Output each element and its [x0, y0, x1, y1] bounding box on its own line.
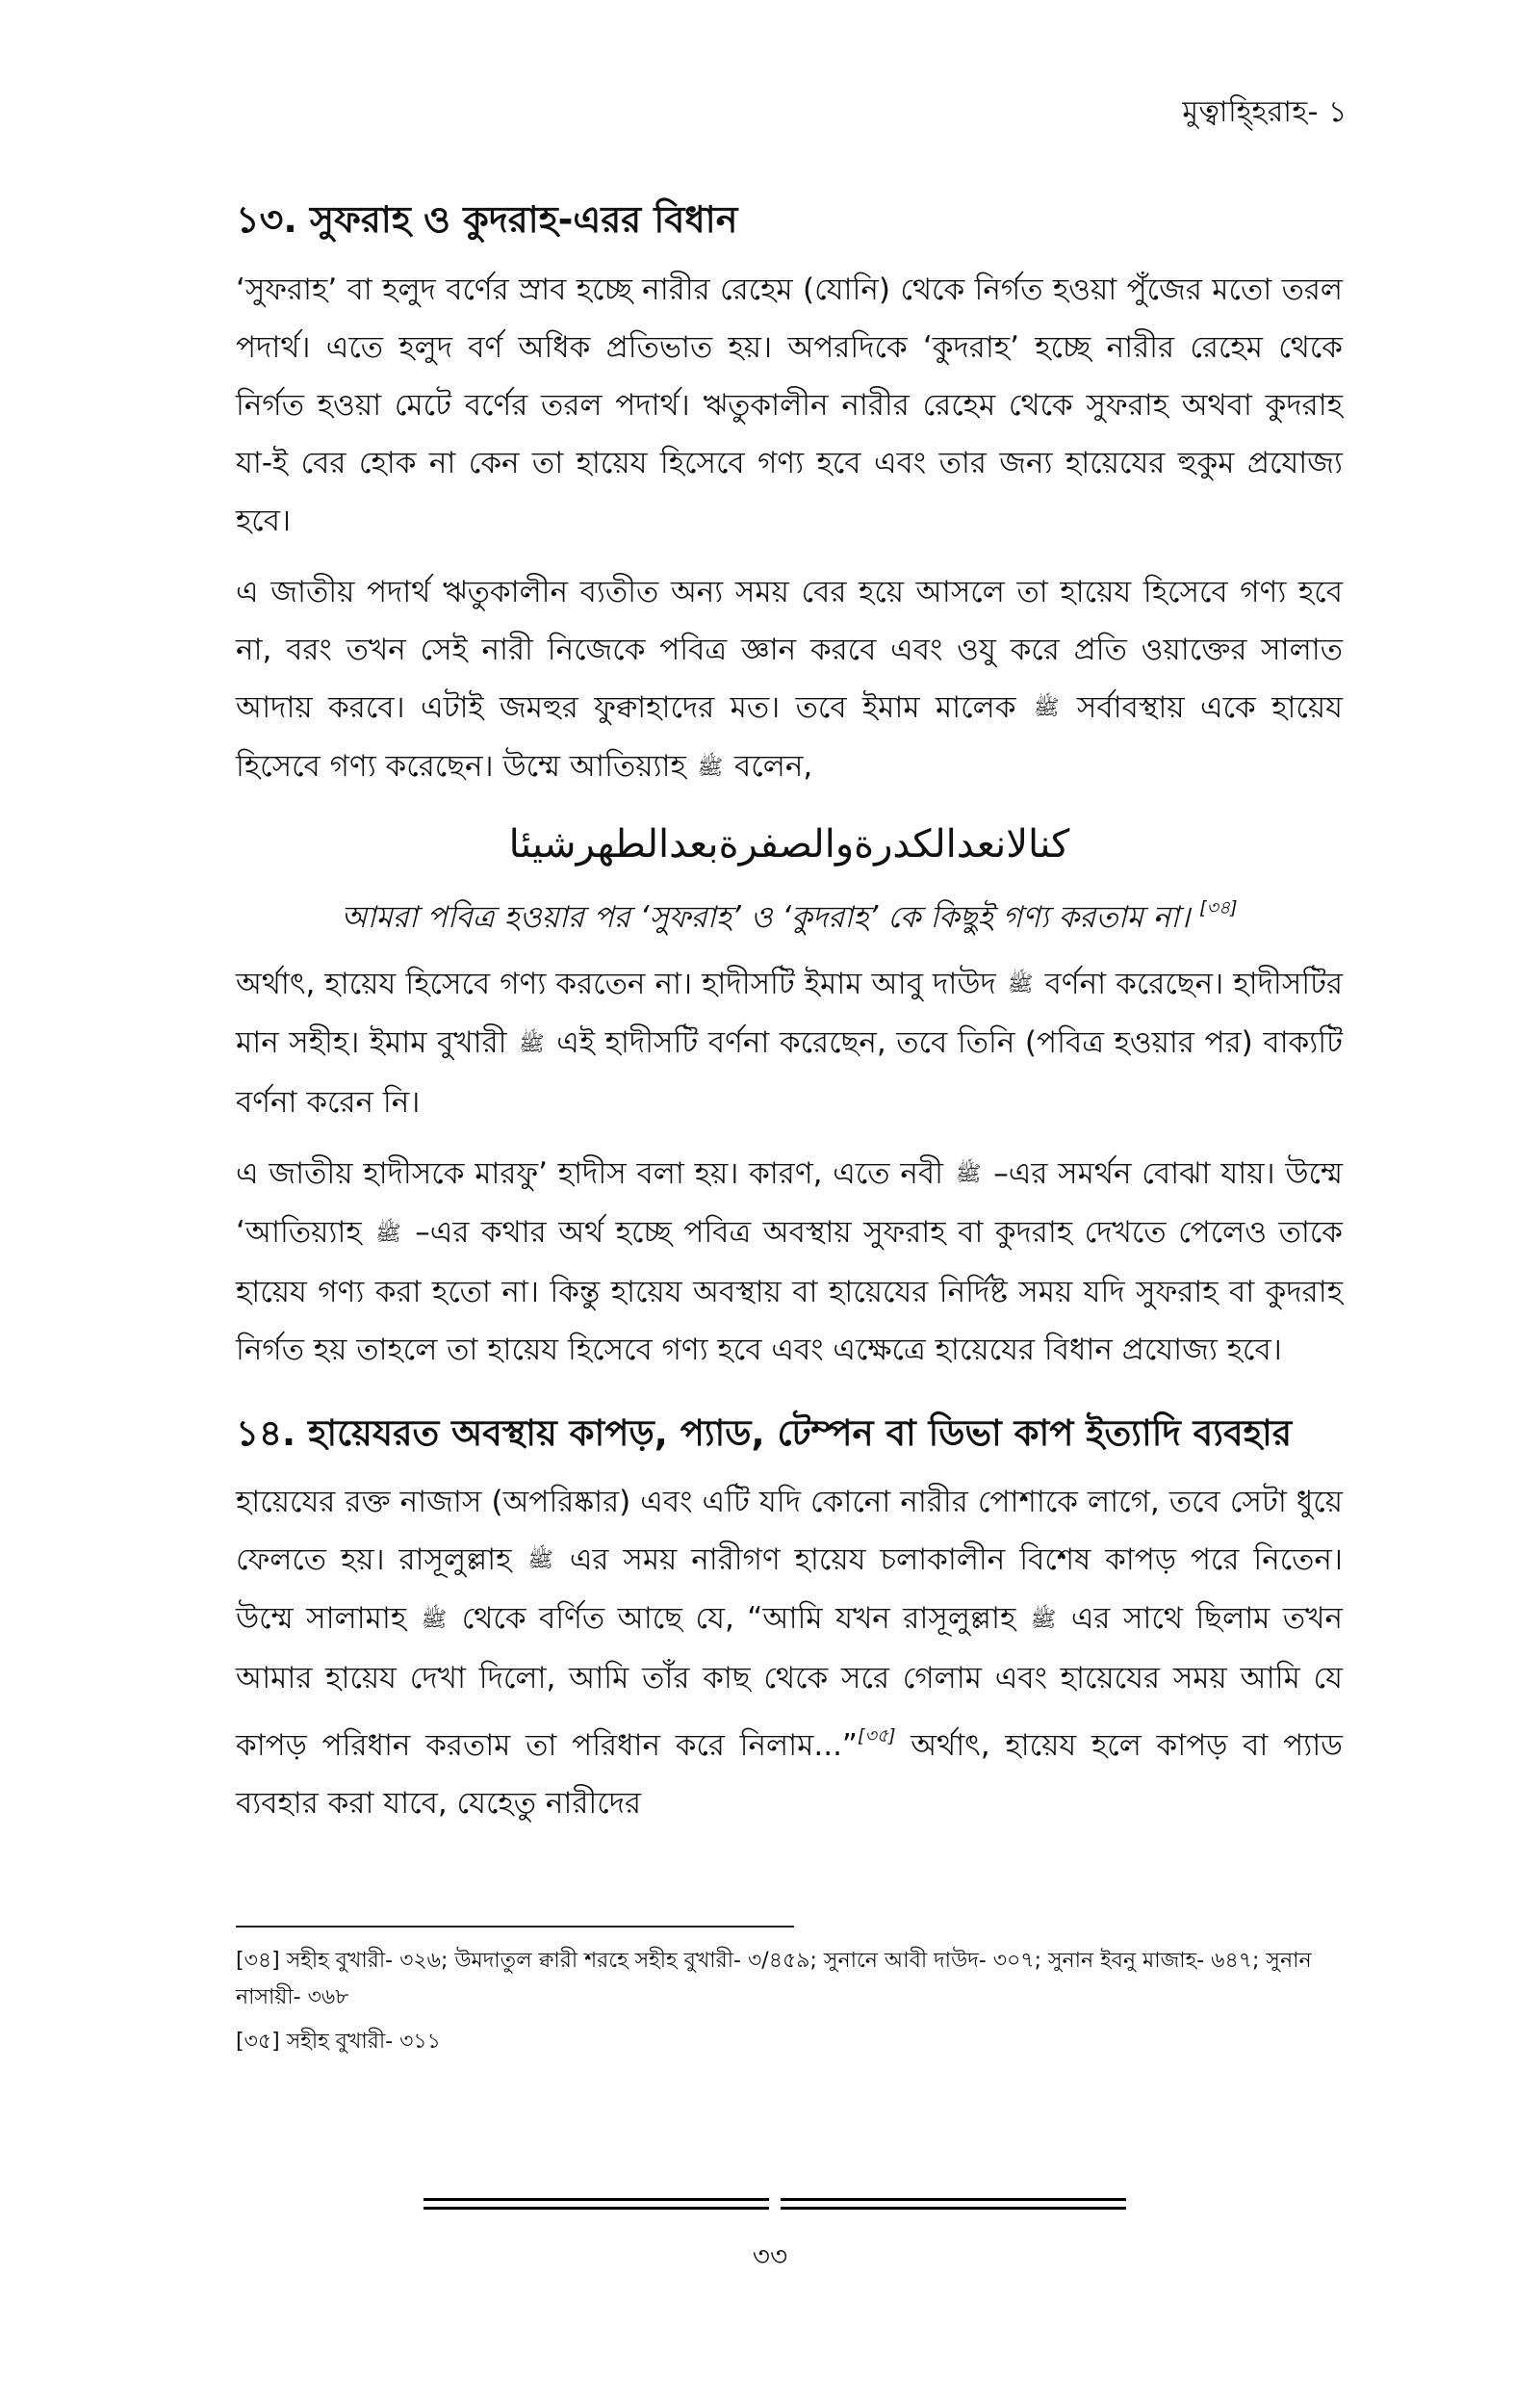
paragraph-text: এর সময় নারীগণ হায়েয চলাকালীন বিশেষ কাপড় পরে নিতেন। উম্মে সালামাহ — [236, 1541, 1343, 1637]
radiyallahu-icon: ﷺ — [421, 1607, 448, 1632]
paragraph-text: থেকে বর্ণিত আছে যে, “আমি যখন রাসূলুল্লাহ — [461, 1601, 1016, 1637]
page-number: ৩৩ — [752, 2240, 788, 2272]
section-13-paragraph-2 — [236, 563, 1343, 797]
sallallahu-icon: ﷺ — [955, 1162, 982, 1186]
arabic-hadith-quote: كنالانعدالكدرةوالصفرةبعدالطهرشيئا — [508, 821, 1070, 867]
section-13-paragraph-3 — [236, 955, 1343, 1131]
radiyallahu-icon: ﷺ — [375, 1221, 401, 1246]
paragraph-text: হায়েযের রক্ত নাজাস (অপরিষ্কার) এবং এটি যদি কোনো নারীর পোশাকে লাগে, তবে সেটা ধুয়ে ফেলতে হয়। রাসূলুল্লাহ — [236, 1484, 1343, 1577]
page-content — [236, 197, 1343, 1846]
paragraph-text: বলেন, — [734, 749, 813, 784]
footnote-34: [৩৪] সহীহ বুখারী- ৩২৬; উমদাতুল ক্বারী শরহে সহীহ বুখারী- ৩/৪৫৯; সুনানে আবী দাউদ- ৩০৭; সুনান ইবনু মাজাহ- ৬৪৭; সুনান নাসায়ী- ৩৬৮ — [236, 1949, 1312, 2009]
rahimahullah-icon: ﷺ — [1007, 972, 1034, 996]
double-rule-left — [424, 2198, 769, 2210]
footnote-ref-35[interactable]: [৩৫] — [857, 1724, 896, 1747]
double-rule-right — [781, 2198, 1126, 2210]
section-14-heading: ১৪. হায়েযরত অবস্থায় কাপড়, প্যাড, টেম্পন বা ডিভা কাপ ইত্যাদি ব্যবহার — [236, 1411, 1293, 1454]
footnote-divider — [236, 1926, 794, 1928]
section-14-paragraph-1 — [236, 1473, 1343, 1832]
sallallahu-icon: ﷺ — [1030, 1607, 1057, 1632]
paragraph-text: এ জাতীয় হাদীসকে মারফু’ হাদীস বলা হয়। কারণ, এতে নবী — [236, 1155, 943, 1191]
translation-text: আমরা পবিত্র হওয়ার পর ‘সুফরাহ’ ও ‘কুদরাহ’ কে কিছুই গণ্য করতাম না। — [341, 899, 1191, 935]
sallallahu-icon: ﷺ — [527, 1548, 553, 1573]
paragraph-text: অর্থাৎ, হায়েয হিসেবে গণ্য করতেন না। হাদীসটি ইমাম আবু দাউদ — [236, 966, 996, 1001]
footnote-ref-34[interactable]: [৩৪] — [1199, 896, 1238, 919]
footnotes — [236, 1943, 1343, 2068]
paragraph-text: এই হাদীসটি বর্ণনা করেছেন, তবে তিনি (পবিত্র হওয়ার পর) বাক্যটি বর্ণনা করেন নি। — [236, 1025, 1343, 1120]
paragraph-text: বর্ণনা করেছেন। হাদীসটির মান সহীহ। ইমাম বুখারী — [236, 966, 1344, 1060]
paragraph-text: এ জাতীয় পদার্থ ঋতুকালীন ব্যতীত অন্য সময় বের হয়ে আসলে তা হায়েয হিসেবে গণ্য হবে না, বরং তখন সেই নারী নিজেকে পবিত্র জ্ঞান করবে এবং ওযু করে প্রতি ওয়াক্তের সালাত আদায় করবে। এটাই জমহুর ফুক্বাহাদের মত। তবে ইমাম মালেক — [236, 574, 1343, 725]
paragraph-text: সর্বাবস্থায় একে হায়েয হিসেবে গণ্য করেছেন। উম্মে আতিয়্যাহ — [236, 689, 1343, 784]
paragraph-text: অর্থাৎ, হায়েয হলে কাপড় বা প্যাড ব্যবহার করা যাবে, যেহেতু নারীদের — [236, 1727, 1343, 1821]
footnote-35: [৩৫] সহীহ বুখারী- ৩১১ — [236, 2030, 441, 2054]
running-header: মুত্বাহ্হিরাহ- ১ — [1182, 95, 1348, 129]
rahimahullah-icon: ﷺ — [1033, 696, 1060, 720]
rahimahullah-icon: ﷺ — [519, 1031, 545, 1056]
section-13-paragraph-4 — [236, 1145, 1343, 1379]
radiyallahu-icon: ﷺ — [697, 755, 724, 780]
section-13-heading: ১৩. সুফরাহ ও কুদরাহ-এরর বিধান — [236, 198, 738, 241]
hadith-translation — [236, 880, 1343, 945]
section-13-paragraph-1: ‘সুফরাহ’ বা হলুদ বর্ণের স্রাব হচ্ছে নারীর রেহেম (যোনি) থেকে নির্গত হওয়া পুঁজের মতো তরল পদার্থ। এতে হলুদ বর্ণ অধিক প্রতিভাত হয়। অপরদিকে ‘কুদরাহ’ হচ্ছে নারীর রেহেম থেকে নির্গত হওয়া মেটে বর্ণের তরল পদার্থ। ঋতুকালীন নারীর রেহেম থেকে সুফরাহ অথবা কুদরাহ যা-ই বের হোক না কেন তা হায়েয হিসেবে গণ্য হবে এবং তার জন্য হায়েযের হুকুম প্রযোজ্য হবে। — [236, 272, 1343, 538]
paragraph-text: এর সাথে ছিলাম তখন আমার হায়েয দেখা দিলো, আমি তাঁর কাছ থেকে সরে গেলাম এবং হায়েযের সময় আমি যে কাপড় পরিধান করতাম তা পরিধান করে নিলাম...” — [236, 1601, 1344, 1763]
paragraph-text: –এর কথার অর্থ হচ্ছে পবিত্র অবস্থায় সুফরাহ বা কুদরাহ দেখতে পেলেও তাকে হায়েয গণ্য করা হতো না। কিন্তু হায়েয অবস্থায় বা হায়েযের নির্দিষ্ট সময় যদি সুফরাহ বা কুদরাহ নির্গত হয় তাহলে তা হায়েয হিসেবে গণ্য হবে এবং এক্ষেত্রে হায়েযের বিধান প্রযোজ্য হবে। — [236, 1215, 1343, 1367]
paragraph-text: –এর সমর্থন বোঝা যায়। উম্মে ‘আতিয়্যাহ — [236, 1155, 1343, 1250]
page-ornament-rule — [424, 2198, 1126, 2215]
